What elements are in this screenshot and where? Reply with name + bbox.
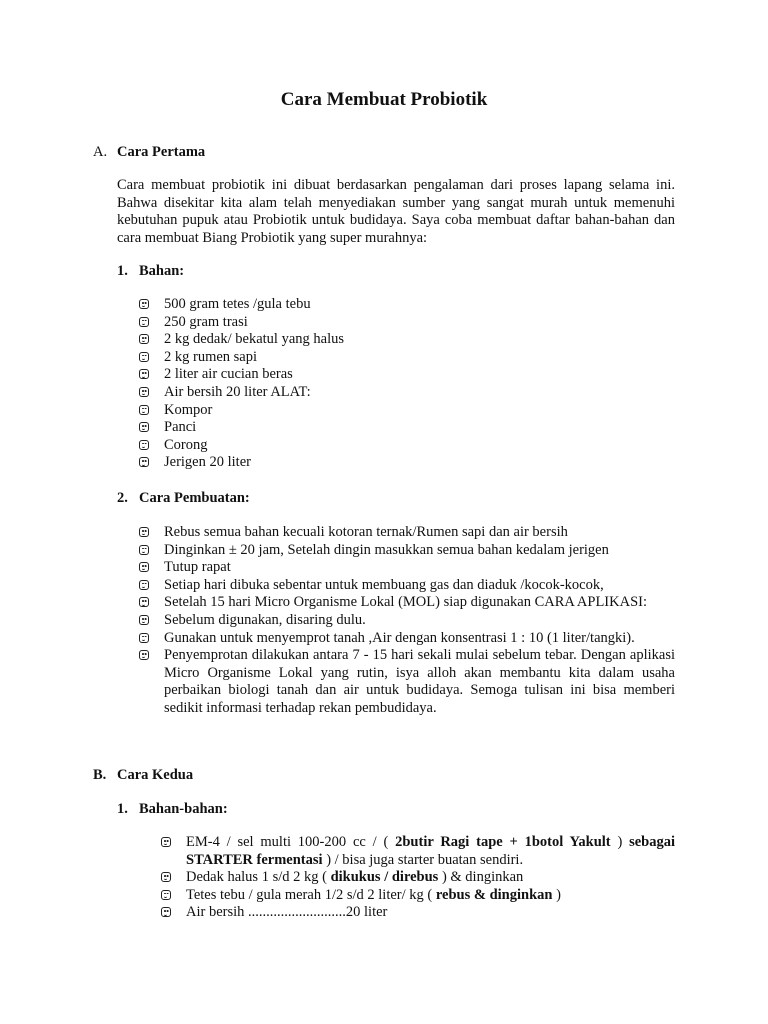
section-a-intro: Cara membuat probiotik ini dibuat berdasarkan pengalaman dari proses lapang selama ini. Bahwa disekitar kita alam telah menyediakan sumber yang sangat murah untuk memenuhi kebutuhan pupuk atau Probiotik untuk budidaya. Saya coba membuat daftar bahan-bahan dan cara membuat Biang Probiotik yang super murahnya: bbox=[117, 177, 675, 246]
list-item: Air bersih 20 liter ALAT: bbox=[139, 384, 675, 402]
document-title: Cara Membuat Probiotik bbox=[280, 89, 488, 110]
list-item: Panci bbox=[139, 419, 675, 437]
section-b-heading bbox=[93, 767, 193, 785]
pembuatan-title: Cara Pembuatan: bbox=[139, 490, 250, 506]
list-item: 2 liter air cucian beras bbox=[139, 366, 675, 384]
smiley-box-icon bbox=[139, 650, 149, 660]
list-item: 2 kg dedak/ bekatul yang halus bbox=[139, 331, 675, 349]
list-item: Setiap hari dibuka sebentar untuk membuang gas dan diaduk /kocok-kocok, bbox=[139, 577, 675, 595]
list-item: Dinginkan ± 20 jam, Setelah dingin masukkan semua bahan kedalam jerigen bbox=[139, 542, 675, 560]
smiley-box-icon bbox=[139, 369, 149, 379]
pembuatan-number: 2. bbox=[117, 490, 128, 506]
list-item: 500 gram tetes /gula tebu bbox=[139, 296, 675, 314]
bahan-bahan-list bbox=[161, 834, 675, 922]
list-item: Gunakan untuk menyemprot tanah ,Air dengan konsentrasi 1 : 10 (1 liter/tangki). bbox=[139, 630, 675, 648]
list-item: Rebus semua bahan kecuali kotoran ternak/Rumen sapi dan air bersih bbox=[139, 524, 675, 542]
smiley-box-icon bbox=[139, 597, 149, 607]
smiley-box-icon bbox=[139, 317, 149, 327]
list-item: Air bersih ...........................20 liter bbox=[161, 904, 675, 922]
list-item: Dedak halus 1 s/d 2 kg ( dikukus / direbus ) & dinginkan bbox=[161, 869, 675, 887]
smiley-box-icon bbox=[161, 907, 171, 917]
list-item: Setelah 15 hari Micro Organisme Lokal (MOL) siap digunakan CARA APLIKASI: bbox=[139, 594, 675, 612]
list-item: Tutup rapat bbox=[139, 559, 675, 577]
list-item: Corong bbox=[139, 437, 675, 455]
smiley-box-icon bbox=[161, 837, 171, 847]
smiley-box-icon bbox=[161, 890, 171, 900]
bahan-bahan-title: Bahan-bahan: bbox=[139, 801, 228, 817]
bahan-list bbox=[139, 296, 675, 472]
list-item: Jerigen 20 liter bbox=[139, 454, 675, 472]
smiley-box-icon bbox=[139, 387, 149, 397]
smiley-box-icon bbox=[161, 872, 171, 882]
list-item: 2 kg rumen sapi bbox=[139, 349, 675, 367]
list-item: Kompor bbox=[139, 402, 675, 420]
smiley-box-icon bbox=[139, 422, 149, 432]
section-b-title: Cara Kedua bbox=[117, 767, 194, 783]
smiley-box-icon bbox=[139, 562, 149, 572]
list-item: EM-4 / sel multi 100-200 cc / ( 2butir Ragi tape + 1botol Yakult ) sebagai STARTER fermentasi ) / bisa juga starter buatan sendiri. bbox=[161, 834, 675, 869]
pembuatan-heading bbox=[117, 490, 250, 508]
bahan-bahan-number: 1. bbox=[117, 801, 128, 817]
smiley-box-icon bbox=[139, 527, 149, 537]
bahan-title: Bahan: bbox=[139, 263, 185, 279]
smiley-box-icon bbox=[139, 440, 149, 450]
bahan-bahan-heading bbox=[117, 801, 228, 819]
smiley-box-icon bbox=[139, 633, 149, 643]
section-a-heading bbox=[93, 144, 205, 162]
list-item: Tetes tebu / gula merah 1/2 s/d 2 liter/ kg ( rebus & dinginkan ) bbox=[161, 887, 675, 905]
smiley-box-icon bbox=[139, 580, 149, 590]
pembuatan-list bbox=[139, 524, 675, 718]
list-item: Penyemprotan dilakukan antara 7 - 15 hari sekali mulai sebelum tebar. Dengan aplikasi Micro Organisme Lokal yang rutin, isya alloh akan membantu kita dalam usaha perbaikan biologi tanah dan air untuk budidaya. Semoga tulisan ini bisa memberi sedikit informasi terhadap rekan pembudidaya. bbox=[139, 647, 675, 717]
smiley-box-icon bbox=[139, 352, 149, 362]
list-item: 250 gram trasi bbox=[139, 314, 675, 332]
bahan-heading bbox=[117, 263, 184, 281]
section-b-letter: B. bbox=[93, 767, 107, 783]
bahan-number: 1. bbox=[117, 263, 128, 279]
smiley-box-icon bbox=[139, 615, 149, 625]
section-a-letter: A. bbox=[93, 144, 108, 160]
section-a-title: Cara Pertama bbox=[117, 144, 206, 160]
list-item: Sebelum digunakan, disaring dulu. bbox=[139, 612, 675, 630]
smiley-box-icon bbox=[139, 299, 149, 309]
smiley-box-icon bbox=[139, 545, 149, 555]
smiley-box-icon bbox=[139, 334, 149, 344]
smiley-box-icon bbox=[139, 405, 149, 415]
smiley-box-icon bbox=[139, 457, 149, 467]
